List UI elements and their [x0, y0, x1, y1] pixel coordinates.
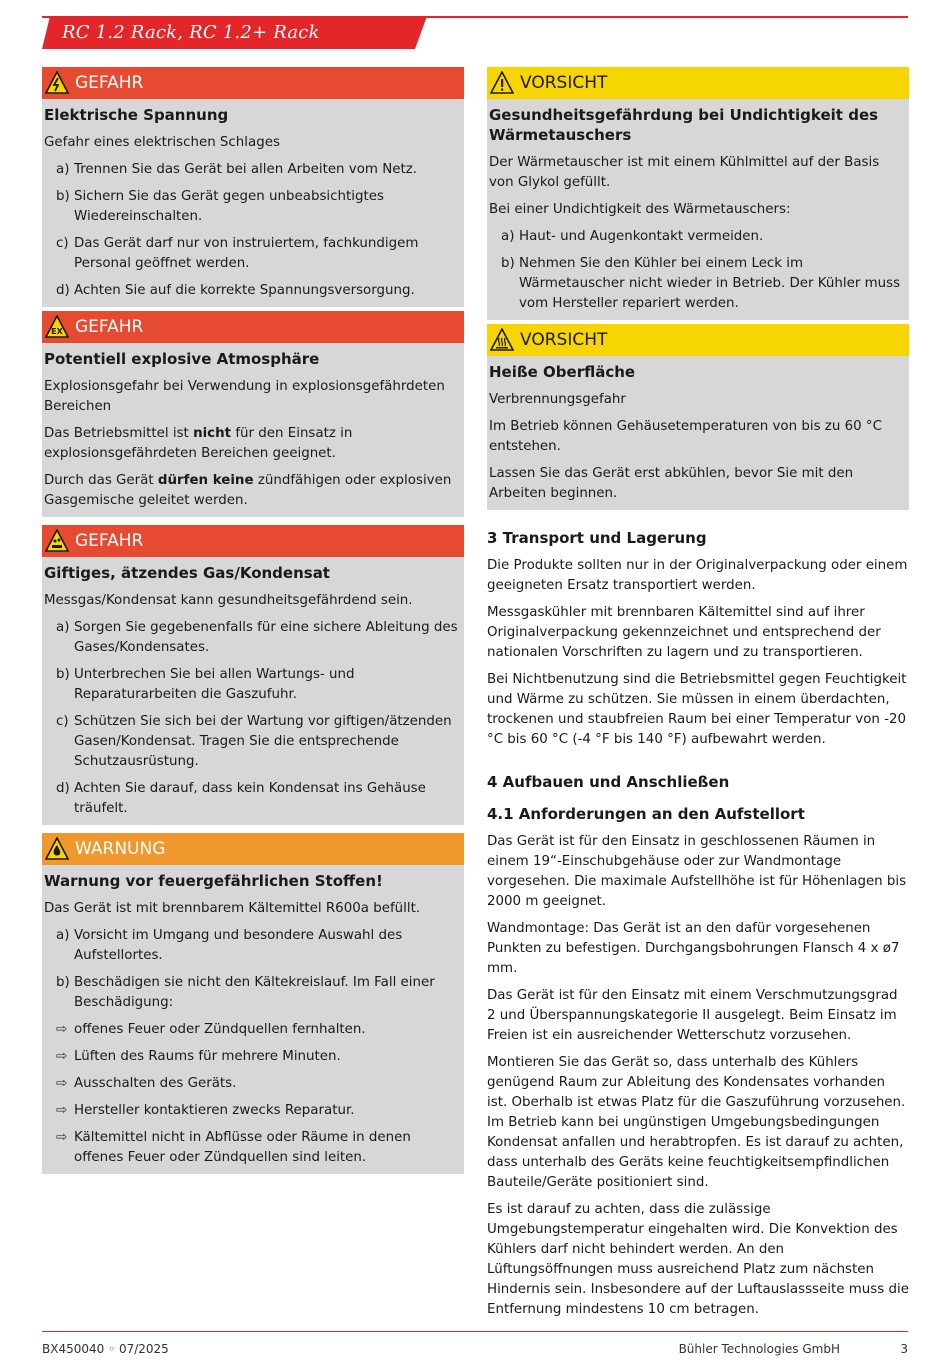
page-title: RC 1.2 Rack, RC 1.2+ Rack — [62, 22, 320, 43]
paragraph: Bei einer Undichtigkeit des Wärmetauschers: — [489, 202, 791, 217]
right-column — [487, 67, 909, 1327]
flame-icon — [45, 837, 69, 861]
box-title: Giftiges, ätzendes Gas/Kondensat — [44, 564, 330, 582]
svg-text:EX: EX — [51, 327, 63, 336]
danger-electric-box — [42, 67, 464, 307]
footer-rule — [42, 1331, 908, 1332]
document-number: BX450040 ◦ 07/2025 — [42, 1342, 169, 1356]
corrosive-gas-icon — [45, 529, 69, 553]
paragraph: Das Gerät ist für den Einsatz mit einem Verschmutzungsgrad 2 und Überspannungskategorie II ausgelegt. Beim Einsatz im Freien ist ein ausreichender Wetterschutz vorzusehen. — [487, 988, 898, 1043]
list-item: a) Vorsicht im Umgang und besondere Auswahl des Aufstellortes. — [56, 928, 403, 963]
arrow-icon: ⇨ — [56, 1076, 68, 1091]
paragraph: Die Produkte sollten nur in der Originalverpackung oder einem geeigneten Ersatz transportiert werden. — [487, 558, 908, 593]
list-item: a) Trennen Sie das Gerät bei allen Arbeiten vom Netz. — [56, 162, 418, 177]
box-intro: Messgas/Kondensat kann gesundheitsgefährdend sein. — [44, 593, 413, 608]
list-item: d) Achten Sie darauf, dass kein Kondensat ins Gehäuse träufelt. — [56, 781, 426, 816]
arrow-icon: ⇨ — [56, 1103, 68, 1118]
paragraph: Wandmontage: Das Gerät ist an den dafür vorgesehenen Punkten zu befestigen. Durchgangsbohrungen Flansch 4 x ø7 mm. — [487, 921, 900, 976]
list-item: ⇨ Lüften des Raums für mehrere Minuten. — [44, 1047, 458, 1067]
list-item: a) Sorgen Sie gegebenenfalls für eine sichere Ableitung des Gases/Kondensates. — [56, 620, 458, 655]
list-item: d) Achten Sie auf die korrekte Spannungsversorgung. — [56, 283, 415, 298]
danger-gas-box — [42, 525, 464, 825]
left-column — [42, 67, 464, 1174]
arrow-icon: ⇨ — [56, 1022, 68, 1037]
subsection-heading: 4.1 Anforderungen an den Aufstellort — [487, 805, 805, 823]
page-number: 3 — [900, 1342, 908, 1356]
hot-surface-icon — [490, 328, 514, 352]
box-title: Gesundheitsgefährdung bei Undichtigkeit des Wärmetauschers — [489, 106, 879, 144]
list-item: b) Sichern Sie das Gerät gegen unbeabsichtigtes Wiedereinschalten. — [56, 189, 384, 224]
warning-fire-box — [42, 833, 464, 1174]
section-heading: 3 Transport und Lagerung — [487, 529, 707, 547]
warning-triangle-icon — [490, 71, 514, 95]
caution-label: VORSICHT — [520, 73, 608, 93]
danger-label: GEFAHR — [75, 317, 144, 337]
list-item: ⇨ offenes Feuer oder Zündquellen fernhalten. — [44, 1020, 458, 1040]
paragraph: Verbrennungsgefahr — [489, 392, 626, 407]
box-title: Elektrische Spannung — [44, 106, 229, 124]
paragraph: Bei Nichtbenutzung sind die Betriebsmittel gegen Feuchtigkeit und Wärme zu schützen. Sie müssen in einem überdachten, trockenen und staubfreien Raum bei einer Temperatur von -20 °C bis 60 °C (-4 °F bis 140 °F) aufbewahrt werden. — [487, 672, 907, 747]
paragraph: Im Betrieb können Gehäusetemperaturen von bis zu 60 °C entstehen. — [489, 419, 882, 454]
paragraph: Explosionsgefahr bei Verwendung in explosionsgefährdeten Bereichen — [44, 379, 445, 414]
danger-header — [42, 525, 464, 557]
box-title: Potentiell explosive Atmosphäre — [44, 350, 320, 368]
paragraph: Der Wärmetauscher ist mit einem Kühlmittel auf der Basis von Glykol gefüllt. — [489, 155, 880, 190]
arrow-icon: ⇨ — [56, 1049, 68, 1064]
danger-ex-box — [42, 311, 464, 517]
box-title: Warnung vor feuergefährlichen Stoffen! — [44, 872, 383, 890]
list-item: ⇨ Kältemittel nicht in Abflüsse oder Räume in denen offenes Feuer oder Zündquellen sind leiten. — [44, 1128, 458, 1168]
list-item: ⇨ Hersteller kontaktieren zwecks Reparatur. — [44, 1101, 458, 1121]
danger-label: GEFAHR — [75, 531, 144, 551]
list-item: b) Beschädigen sie nicht den Kältekreislauf. Im Fall einer Beschädigung: — [56, 975, 435, 1010]
list-item: b) Unterbrechen Sie bei allen Wartungs- und Reparaturarbeiten die Gaszufuhr. — [56, 667, 355, 702]
danger-header — [42, 67, 464, 99]
company-name: Bühler Technologies GmbH — [678, 1342, 840, 1356]
caution-leak-box — [487, 67, 909, 320]
list-item: ⇨ Ausschalten des Geräts. — [44, 1074, 458, 1094]
caution-header — [487, 324, 909, 356]
caution-header — [487, 67, 909, 99]
arrow-icon: ⇨ — [56, 1130, 68, 1145]
caution-hot-box — [487, 324, 909, 510]
paragraph: Es ist darauf zu achten, dass die zulässige Umgebungstemperatur eingehalten wird. Die Konvektion des Kühlers darf nicht behindert werden. An den Lüftungsöffnungen muss ausreichend Platz zum nächsten Hindernis sein. Insbesondere auf der Luftauslassseite muss die Entfernung mindestens 10 cm betragen. — [487, 1202, 909, 1317]
paragraph: Montieren Sie das Gerät so, dass unterhalb des Kühlers genügend Raum zur Ableitung des Kondensates vorhanden ist. Oberhalb ist etwas Platz für die Gaszuführung vorzusehen. Im Betrieb kann bei ungünstigen Umgebungsbedingungen Kondensat anfallen und herabtropfen. Es ist darauf zu achten, dass unterhalb des Geräts keine feuchtigkeitsempfindlichen Bauteile/Geräte positioniert sind. — [487, 1055, 906, 1190]
box-intro: Das Gerät ist mit brennbarem Kältemittel R600a befüllt. — [44, 901, 421, 916]
section-heading: 4 Aufbauen und Anschließen — [487, 773, 730, 791]
list-item: b) Nehmen Sie den Kühler bei einem Leck im Wärmetauscher nicht wieder in Betrieb. Der Kühler muss vom Hersteller repariert werden. — [501, 256, 901, 311]
box-intro: Gefahr eines elektrischen Schlages — [44, 135, 280, 150]
list-item: c) Schützen Sie sich bei der Wartung vor giftigen/ätzenden Gasen/Kondensat. Tragen Sie die entsprechende Schutzausrüstung. — [56, 714, 452, 769]
paragraph: Lassen Sie das Gerät erst abkühlen, bevor Sie mit den Arbeiten beginnen. — [489, 466, 854, 501]
list-item: a) Haut- und Augenkontakt vermeiden. — [501, 229, 764, 244]
electric-hazard-icon — [45, 71, 69, 95]
explosive-atmosphere-icon — [45, 315, 69, 339]
list-item: c) Das Gerät darf nur von instruiertem, fachkundigem Personal geöffnet werden. — [56, 236, 419, 271]
paragraph: Durch das Gerät dürfen keine zündfähigen oder explosiven Gasgemische geleitet werden. — [44, 473, 452, 508]
danger-label: GEFAHR — [75, 73, 144, 93]
warning-header — [42, 833, 464, 865]
warning-label: WARNUNG — [75, 839, 166, 859]
box-title: Heiße Oberfläche — [489, 363, 636, 381]
paragraph: Das Betriebsmittel ist nicht für den Einsatz in explosionsgefährdeten Bereichen geeignet. — [44, 426, 353, 461]
caution-label: VORSICHT — [520, 330, 608, 350]
danger-header — [42, 311, 464, 343]
paragraph: Das Gerät ist für den Einsatz in geschlossenen Räumen in einem 19“-Einschubgehäuse oder zur Wandmontage vorgesehen. Die maximale Aufstellhöhe ist für Höhenlagen bis 2000 m geeignet. — [487, 834, 907, 909]
paragraph: Messgaskühler mit brennbaren Kältemittel sind auf ihrer Originalverpackung gekennzeichnet und entsprechend der nationalen Vorschriften zu lagern und zu transportieren. — [487, 605, 881, 660]
